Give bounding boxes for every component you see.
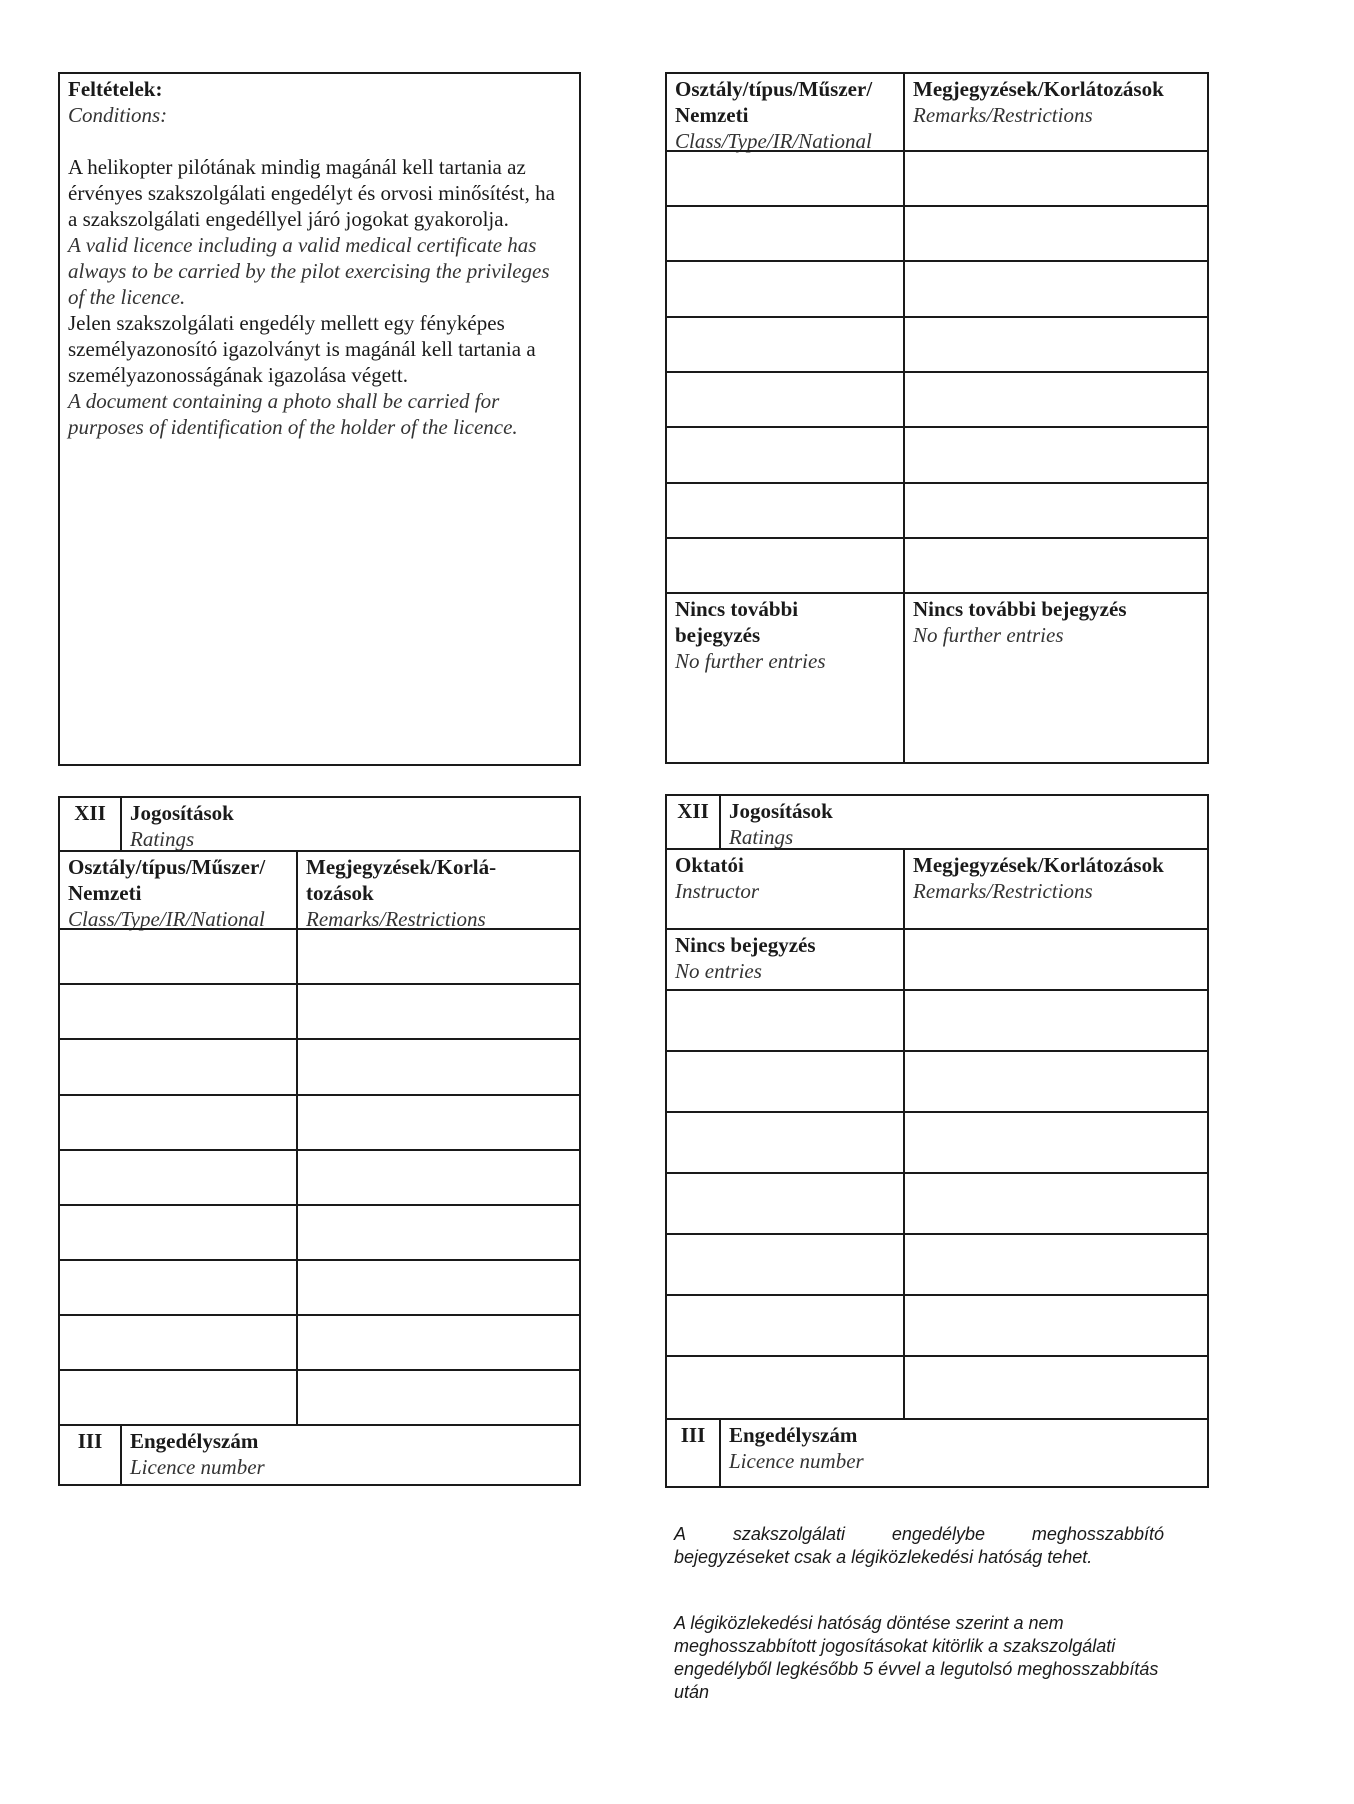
- instructor-header-en: Instructor: [675, 879, 759, 903]
- conditions-para2-hu: Jelen szakszolgálati engedély mellett egy fényképes személyazonosító igazolványt is magánál kell tartania a személyazonosságának igazolása végett.: [68, 311, 536, 387]
- no-further-entries-left-line2: bejegyzés: [675, 623, 761, 647]
- col1-header-line2: Nemzeti: [68, 881, 142, 905]
- no-further-entries-right-en: No further entries: [913, 623, 1064, 647]
- bottom-right-instructor-table: [665, 794, 1209, 1488]
- col2-header-en: Remarks/Restrictions: [306, 907, 486, 931]
- extension-note: [674, 1523, 1164, 1569]
- licence-number-section-number: III: [77, 1429, 103, 1453]
- top-right-table: [665, 72, 1209, 764]
- note1-word-2: szakszolgálati: [732, 1524, 845, 1544]
- section-title-en: Ratings: [729, 825, 794, 849]
- conditions-box: [58, 72, 581, 766]
- col2-header: Megjegyzések/Korlá-: [306, 855, 497, 879]
- col1-header: Osztály/típus/Műszer/: [68, 855, 266, 879]
- licence-number-label-en: Licence number: [130, 1455, 265, 1479]
- col1-header-en: Class/Type/IR/National: [68, 907, 265, 931]
- col2-header: Megjegyzések/Korlátozások: [913, 853, 1164, 877]
- col2-header-en: Remarks/Restrictions: [913, 103, 1093, 127]
- col2-header: Megjegyzések/Korlátozások: [913, 77, 1164, 101]
- col1-header-en: Class/Type/IR/National: [675, 129, 872, 153]
- section-title-en: Ratings: [130, 827, 195, 851]
- col1-header: Osztály/típus/Műszer/: [675, 77, 873, 101]
- col2-header-line2: tozások: [306, 881, 374, 905]
- note1-word-4: meghosszabbító: [1031, 1524, 1164, 1544]
- note1-word-1: A: [674, 1524, 687, 1544]
- conditions-para1-en: A valid licence including a valid medical certificate has always to be carried by the pilot exercising the privileges of the licence.: [68, 233, 550, 309]
- conditions-para1-hu: A helikopter pilótának mindig magánál kell tartania az érvényes szakszolgálati engedélyt és orvosi minősítést, ha a szakszolgálati engedéllyel járó jogokat gyakorolja.: [68, 155, 555, 231]
- col1-header-line2: Nemzeti: [675, 103, 749, 127]
- deletion-note: A légiközlekedési hatóság döntése szerint a nem meghosszabbított jogosításokat kitörlik a szakszolgálati engedélyből legkésőbb 5 évvel a legutolsó meghosszabbítás után: [674, 1613, 1159, 1702]
- note1-word-3: engedélybe: [891, 1524, 985, 1544]
- bottom-left-ratings-table: [58, 796, 581, 1486]
- licence-number-label-en: Licence number: [729, 1449, 864, 1473]
- no-entries-label: Nincs bejegyzés: [675, 933, 816, 957]
- licence-number-label: Engedélyszám: [130, 1429, 259, 1453]
- no-entries-label-en: No entries: [675, 959, 762, 983]
- no-further-entries-left: Nincs további: [675, 597, 799, 621]
- instructor-header: Oktatói: [675, 853, 744, 877]
- section-number: XII: [74, 801, 106, 825]
- note1-line2: bejegyzéseket csak a légiközlekedési hatóság tehet.: [674, 1547, 1093, 1567]
- section-number: XII: [677, 799, 709, 823]
- conditions-title: Feltételek:: [68, 77, 163, 101]
- conditions-para2-en: A document containing a photo shall be carried for purposes of identification of the holder of the licence.: [68, 389, 518, 439]
- conditions-title-en: Conditions:: [68, 103, 168, 127]
- col2-header-en: Remarks/Restrictions: [913, 879, 1093, 903]
- licence-number-label: Engedélyszám: [729, 1423, 858, 1447]
- licence-number-section-number: III: [680, 1423, 706, 1447]
- section-title: Jogosítások: [130, 801, 234, 825]
- no-further-entries-right: Nincs további bejegyzés: [913, 597, 1127, 621]
- section-title: Jogosítások: [729, 799, 833, 823]
- no-further-entries-left-en: No further entries: [675, 649, 826, 673]
